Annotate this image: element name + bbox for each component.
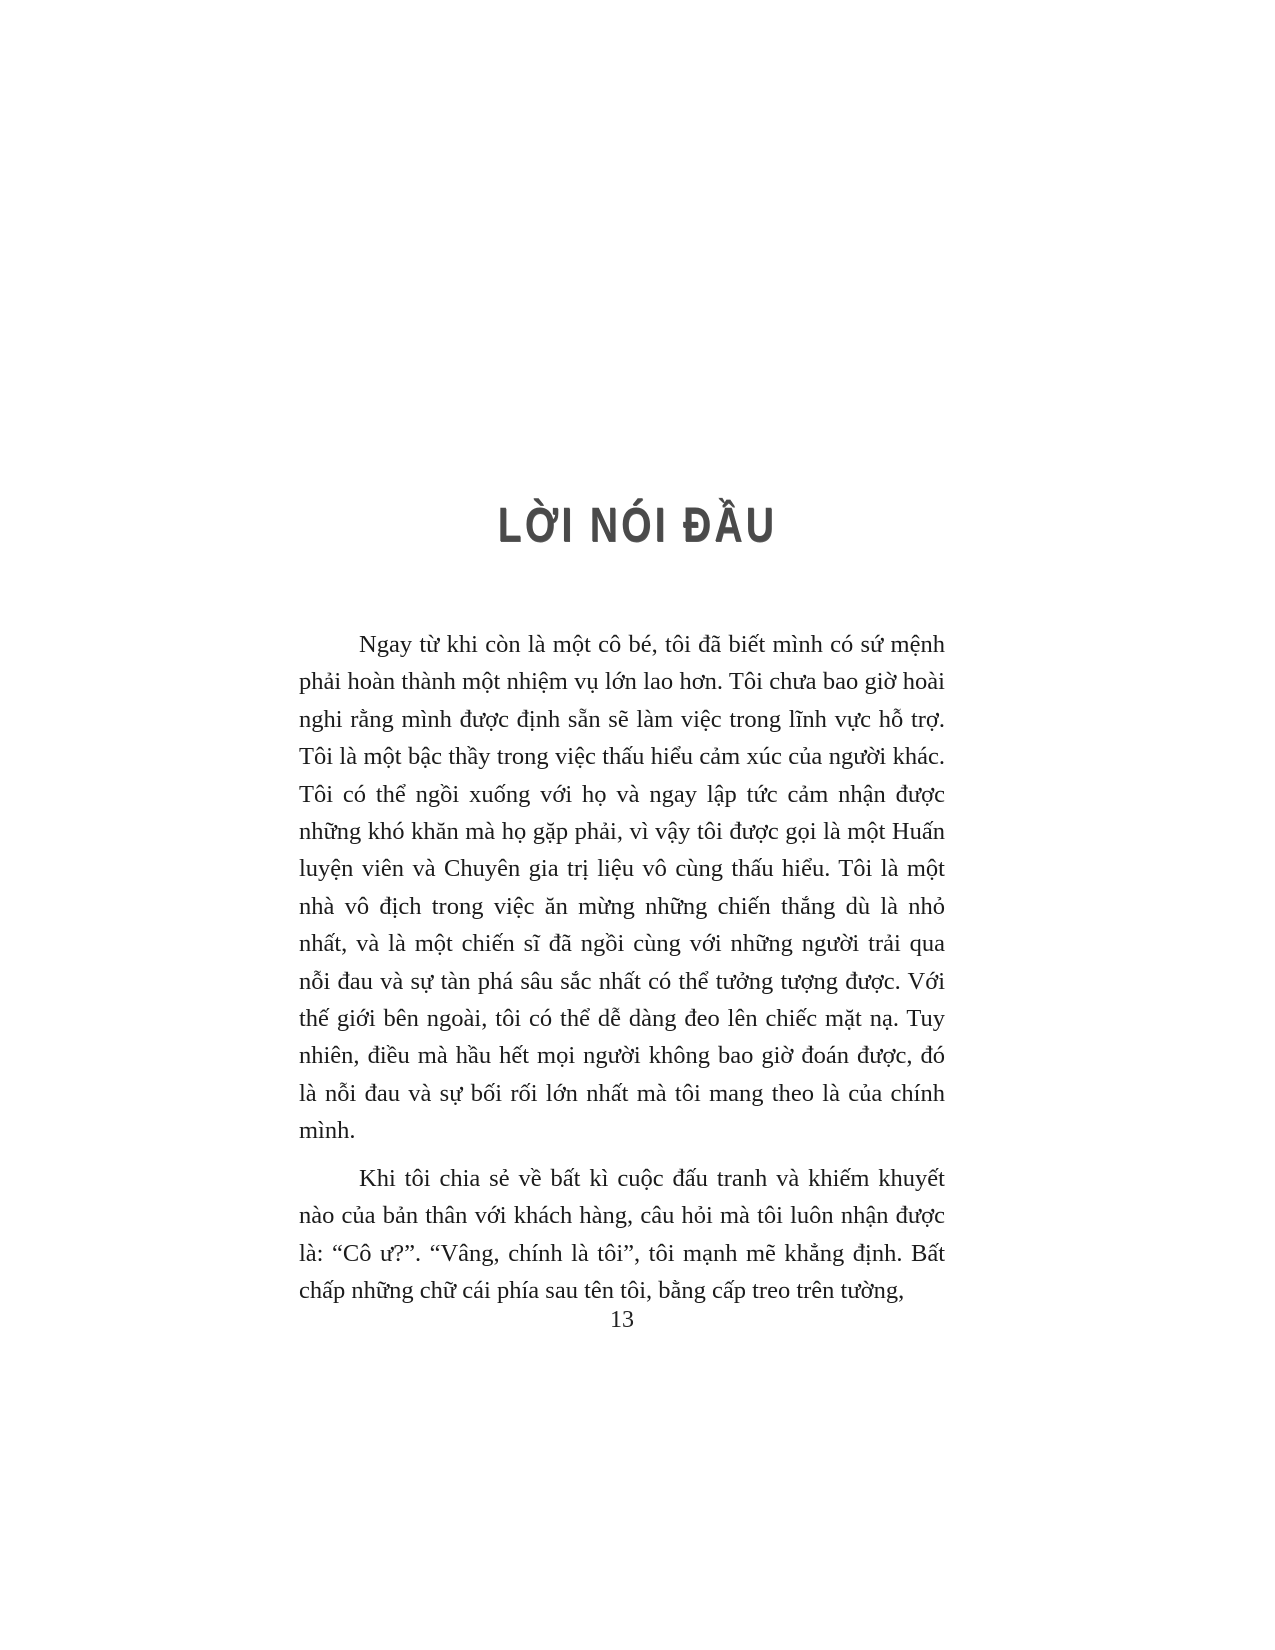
page-number: 13 <box>610 1307 634 1333</box>
body-text <box>299 626 945 1309</box>
paragraph-1: Ngay từ khi còn là một cô bé, tôi đã biết mình có sứ mệnh phải hoàn thành một nhiệm vụ lớn lao hơn. Tôi chưa bao giờ hoài nghi rằng mình được định sẵn sẽ làm việc trong lĩnh vực hỗ trợ. Tôi là một bậc thầy trong việc thấu hiểu cảm xúc của người khác. Tôi có thể ngồi xuống với họ và ngay lập tức cảm nhận được những khó khăn mà họ gặp phải, vì vậy tôi được gọi là một Huấn luyện viên và Chuyên gia trị liệu vô cùng thấu hiểu. Tôi là một nhà vô địch trong việc ăn mừng những chiến thắng dù là nhỏ nhất, và là một chiến sĩ đã ngồi cùng với những người trải qua nỗi đau và sự tàn phá sâu sắc nhất có thể tưởng tượng được. Với thế giới bên ngoài, tôi có thể dễ dàng đeo lên chiếc mặt nạ. Tuy nhiên, điều mà hầu hết mọi người không bao giờ đoán được, đó là nỗi đau và sự bối rối lớn nhất mà tôi mang theo là của chính mình. <box>299 631 945 1145</box>
paragraph-2: Khi tôi chia sẻ về bất kì cuộc đấu tranh và khiếm khuyết nào của bản thân với khách hàng, câu hỏi mà tôi luôn nhận được là: “Cô ư?”. “Vâng, chính là tôi”, tôi mạnh mẽ khẳng định. Bất chấp những chữ cái phía sau tên tôi, bằng cấp treo trên tường, <box>299 1164 945 1304</box>
chapter-title: LỜI NÓI ĐẦU <box>497 496 778 552</box>
